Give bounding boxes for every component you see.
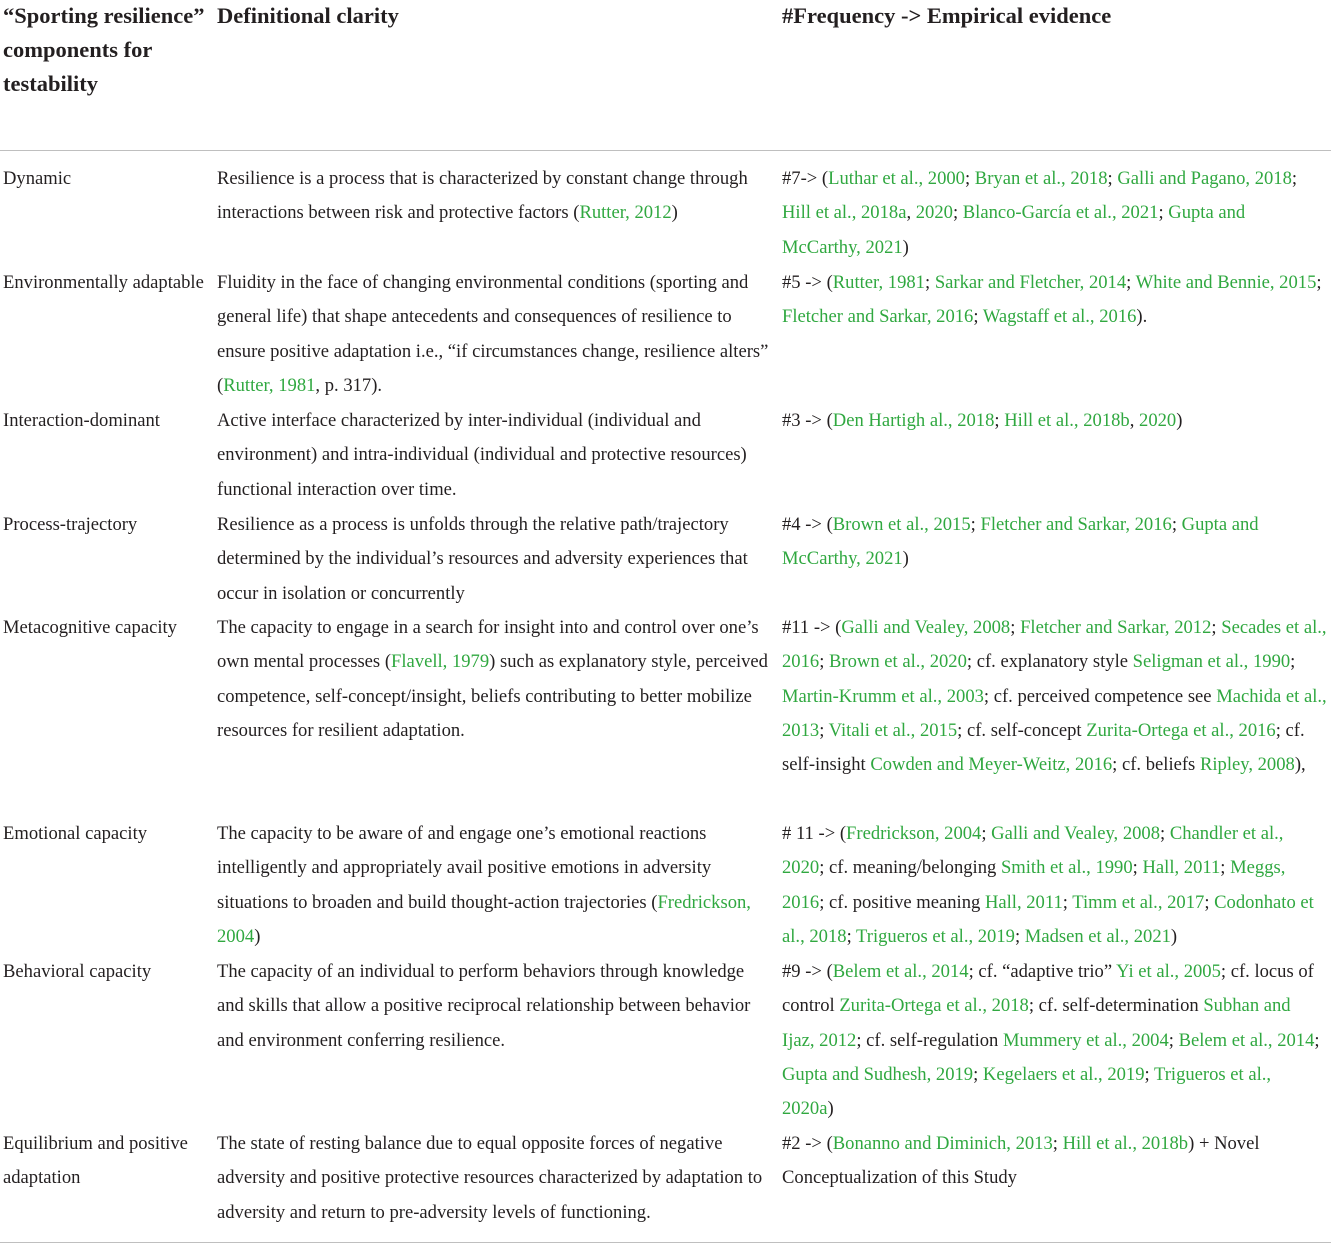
citation-link[interactable]: Trigueros et al., 2020a <box>782 1063 1272 1120</box>
component-cell: Emotional capacity <box>3 823 148 844</box>
text-run: #4 -> ( <box>782 514 833 535</box>
text-run: ; cf. self-insight <box>782 719 1305 776</box>
citation-link[interactable]: Ripley, 2008 <box>1199 754 1295 776</box>
definition-cell <box>217 1127 772 1230</box>
text-run: ; <box>1204 891 1215 913</box>
evidence-cell <box>782 266 1327 335</box>
citation-link[interactable]: Belem et al., 2014 <box>832 961 969 982</box>
citation-link[interactable]: Codonhato et al., 2018 <box>782 891 1314 947</box>
text-run: The capacity of an individual to perform behaviors through knowledge and skills that allow a positive reciprocal relationship between behavior and environment conferring resilience. <box>217 961 751 1051</box>
citation-link[interactable]: Martin-Krumm et al., 2003 <box>782 685 984 707</box>
citation-link[interactable]: Fletcher and Sarkar, 2016 <box>782 306 974 328</box>
citation-link[interactable]: Gupta and McCarthy, 2021 <box>782 514 1259 570</box>
citation-link[interactable]: Bonanno and Diminich, 2013 <box>832 1133 1053 1154</box>
text-run: ; cf. locus of control <box>782 961 1314 1017</box>
definition-cell <box>217 404 772 507</box>
text-run: ; <box>924 272 935 293</box>
text-run: ; cf. perceived competence see <box>983 685 1217 707</box>
header-definitional-clarity: Definitional clarity <box>217 3 399 28</box>
citation-link[interactable]: Rutter, 1981 <box>223 374 316 396</box>
citation-link[interactable]: Zurita-Ortega et al., 2016 <box>1086 719 1276 741</box>
citation-link[interactable]: Rutter, 1981 <box>832 272 925 293</box>
citation-link[interactable]: Brown et al., 2015 <box>832 514 971 535</box>
citation-link[interactable]: Fletcher and Sarkar, 2012 <box>1020 617 1212 638</box>
text-run: Resilience as a process is unfolds through the relative path/trajectory determined by the individual’s resources and adversity experiences that occur in isolation or concurrently <box>217 514 748 604</box>
citation-link[interactable]: Mummery et al., 2004 <box>1003 1029 1169 1051</box>
text-run: ) <box>902 236 909 258</box>
text-run: ; <box>1132 857 1143 879</box>
citation-link[interactable]: Fletcher and Sarkar, 2016 <box>980 514 1172 535</box>
citation-link[interactable]: Galli and Vealey, 2008 <box>991 823 1161 844</box>
text-run: ; <box>1014 925 1025 947</box>
definition-cell <box>217 266 772 403</box>
header-frequency-evidence: #Frequency -> Empirical evidence <box>782 3 1112 28</box>
text-run: ) + Novel Conceptualization of this Study <box>782 1133 1260 1189</box>
evidence-cell <box>782 611 1327 782</box>
definition-cell <box>217 817 772 954</box>
text-run: ; cf. self-regulation <box>856 1029 1003 1051</box>
text-run: #5 -> ( <box>782 272 833 293</box>
citation-link[interactable]: Rutter, 2012 <box>579 202 672 224</box>
text-run: ; cf. “adaptive trio” <box>968 961 1117 982</box>
text-run: ; <box>952 202 963 224</box>
citation-link[interactable]: Smith et al., 1990 <box>1000 857 1133 879</box>
text-run: Fluidity in the face of changing environmental conditions (sporting and general life) that shape antecedents and consequences of resilience to ensure positive adaptation i.e., “if circumstances change, resilience alters” ( <box>217 272 769 396</box>
text-run: ; <box>994 410 1005 431</box>
text-run: ; cf. self-determination <box>1028 995 1204 1017</box>
header-components: “Sporting resilience” components for testability <box>3 3 205 96</box>
text-run: ; <box>973 1063 983 1085</box>
text-run: ) such as explanatory style, perceived competence, self-concept/insight, beliefs contributing to better mobilize resources for resilient adaptation. <box>217 651 768 741</box>
text-run: , p. 317). <box>315 374 383 396</box>
text-run: ; <box>1211 617 1222 638</box>
text-run: ; <box>1291 168 1298 189</box>
citation-link[interactable]: Blanco-García et al., 2021 <box>962 202 1159 224</box>
citation-link[interactable]: Machida et al., 2013 <box>782 685 1327 741</box>
text-run: ; <box>1107 168 1118 189</box>
component-cell: Metacognitive capacity <box>3 617 177 638</box>
text-run: ; <box>964 168 975 189</box>
citation-link[interactable]: Kegelaers et al., 2019 <box>982 1063 1145 1085</box>
citation-link[interactable]: Seligman et al., 1990 <box>1132 651 1291 673</box>
citation-link[interactable]: Chandler et al., 2020 <box>782 823 1284 879</box>
text-run: #11 -> ( <box>782 617 842 638</box>
evidence-cell <box>782 817 1327 954</box>
citation-link[interactable]: Galli and Pagano, 2018 <box>1117 168 1292 189</box>
component-cell: Environmentally adaptable <box>3 272 204 293</box>
text-run: , <box>1129 410 1140 431</box>
text-run: # 11 -> ( <box>782 823 847 844</box>
component-cell: Behavioral capacity <box>3 961 152 982</box>
definition-cell <box>217 955 772 1058</box>
citation-link[interactable]: Zurita-Ortega et al., 2018 <box>839 995 1029 1017</box>
citation-link[interactable]: 2020 <box>1139 410 1177 431</box>
text-run: ) <box>254 925 261 947</box>
citation-link[interactable]: Hill et al., 2018b <box>1004 410 1130 431</box>
citation-link[interactable]: Sarkar and Fletcher, 2014 <box>934 272 1127 293</box>
text-run: ) <box>1170 925 1178 947</box>
component-cell: Interaction-dominant <box>3 410 160 431</box>
table-bottom-divider <box>0 1242 1331 1243</box>
text-run: ; <box>819 719 829 741</box>
citation-link[interactable]: Wagstaff et al., 2016 <box>982 306 1137 328</box>
text-run: ; <box>981 823 992 844</box>
text-run: ; cf. beliefs <box>1112 754 1200 776</box>
text-run: ; <box>846 925 857 947</box>
text-run: ; cf. positive meaning <box>819 891 985 913</box>
citation-link[interactable]: Cowden and Meyer-Weitz, 2016 <box>870 754 1113 776</box>
text-run: ; <box>970 514 981 535</box>
citation-link[interactable]: Yi et al., 2005 <box>1116 961 1221 982</box>
text-run: ; <box>973 306 983 328</box>
text-run: ; <box>1314 1029 1320 1051</box>
text-run: ; <box>1220 857 1231 879</box>
text-run: ; cf. self-concept <box>957 719 1087 741</box>
evidence-cell <box>782 162 1327 265</box>
text-run: ) <box>1176 410 1183 431</box>
text-run: The capacity to be aware of and engage one’s emotional reactions intelligently and appropriately avail positive emotions in adversity situations to broaden and build thought-action trajectories ( <box>217 823 712 913</box>
definition-cell <box>217 508 772 611</box>
citation-link[interactable]: Subhan and Ijaz, 2012 <box>782 995 1291 1051</box>
text-run: #7-> ( <box>782 168 829 189</box>
text-run: ; <box>1144 1063 1155 1085</box>
citation-link[interactable]: Galli and Vealey, 2008 <box>841 617 1011 638</box>
citation-link[interactable]: Meggs, 2016 <box>782 857 1286 913</box>
text-run: ; <box>1160 823 1170 844</box>
text-run: ; <box>819 651 830 673</box>
text-run: ; <box>1062 891 1073 913</box>
text-run: ; <box>1126 272 1136 293</box>
header-divider <box>0 150 1331 151</box>
citation-link[interactable]: Timm et al., 2017 <box>1072 891 1205 913</box>
citation-link[interactable]: Hall, 2011 <box>1142 857 1221 879</box>
text-run: #9 -> ( <box>782 961 833 982</box>
text-run: ; <box>1010 617 1021 638</box>
citation-link[interactable]: Fredrickson, 2004 <box>846 823 982 844</box>
text-run: #3 -> ( <box>782 410 833 431</box>
text-run: , <box>906 202 916 224</box>
text-run: ), <box>1294 754 1306 776</box>
citation-link[interactable]: Gupta and Sudhesh, 2019 <box>782 1063 974 1085</box>
evidence-cell <box>782 404 1327 438</box>
text-run: #2 -> ( <box>782 1133 833 1154</box>
definition-cell <box>217 611 772 748</box>
citation-link[interactable]: Vitali et al., 2015 <box>828 719 958 741</box>
text-run: Resilience is a process that is characterized by constant change through interactions between risk and protective factors ( <box>217 168 748 224</box>
text-run: ) <box>827 1098 834 1120</box>
citation-link[interactable]: Brown et al., 2020 <box>829 651 967 673</box>
text-run: ; <box>1171 514 1182 535</box>
text-run: ) <box>671 202 678 224</box>
text-run: The state of resting balance due to equal opposite forces of negative adversity and positive protective resources characterized by adaptation to adversity and return to pre-adversity levels of functioning. <box>217 1133 763 1223</box>
citation-link[interactable]: Madsen et al., 2021 <box>1024 925 1171 947</box>
text-run: Active interface characterized by inter-individual (individual and environment) and intra-individual (individual and protective resources) functional interaction over time. <box>217 410 747 500</box>
citation-link[interactable]: 2020 <box>915 202 953 224</box>
text-run: ; <box>1290 651 1296 673</box>
citation-link[interactable]: Hall, 2011 <box>984 891 1063 913</box>
citation-link[interactable]: Den Hartigh al., 2018 <box>832 410 995 431</box>
text-run: ). <box>1136 306 1148 328</box>
text-run: ; cf. explanatory style <box>966 651 1133 673</box>
citation-link[interactable]: Fredrickson, 2004 <box>217 891 751 947</box>
definition-cell <box>217 162 772 231</box>
evidence-cell <box>782 1127 1327 1196</box>
text-run: ) <box>902 548 909 570</box>
citation-link[interactable]: Flavell, 1979 <box>391 651 490 673</box>
component-cell: Dynamic <box>3 168 72 189</box>
citation-link[interactable]: Secades et al., 2016 <box>782 617 1327 673</box>
citation-link[interactable]: Luthar et al., 2000 <box>828 168 965 189</box>
citation-link[interactable]: Belem et al., 2014 <box>1178 1029 1315 1051</box>
table-header <box>0 0 1331 150</box>
citation-link[interactable]: White and Bennie, 2015 <box>1135 272 1317 293</box>
text-run: The capacity to engage in a search for insight into and control over one’s own mental processes ( <box>217 617 759 673</box>
evidence-cell <box>782 508 1327 577</box>
citation-link[interactable]: Hill et al., 2018a <box>782 202 907 224</box>
citation-link[interactable]: Trigueros et al., 2019 <box>856 925 1015 947</box>
component-cell: Equilibrium and positive adaptation <box>3 1133 188 1189</box>
text-run: ; <box>1158 202 1169 224</box>
component-cell: Process-trajectory <box>3 514 138 535</box>
citation-link[interactable]: Hill et al., 2018b <box>1062 1133 1189 1154</box>
citation-link[interactable]: Bryan et al., 2018 <box>974 168 1108 189</box>
text-run: ; cf. meaning/belonging <box>819 857 1001 879</box>
text-run: ; <box>1316 272 1322 293</box>
text-run: ; <box>1168 1029 1179 1051</box>
citation-link[interactable]: Gupta and McCarthy, 2021 <box>782 202 1246 258</box>
text-run: ; <box>1052 1133 1063 1154</box>
evidence-cell <box>782 955 1327 1126</box>
